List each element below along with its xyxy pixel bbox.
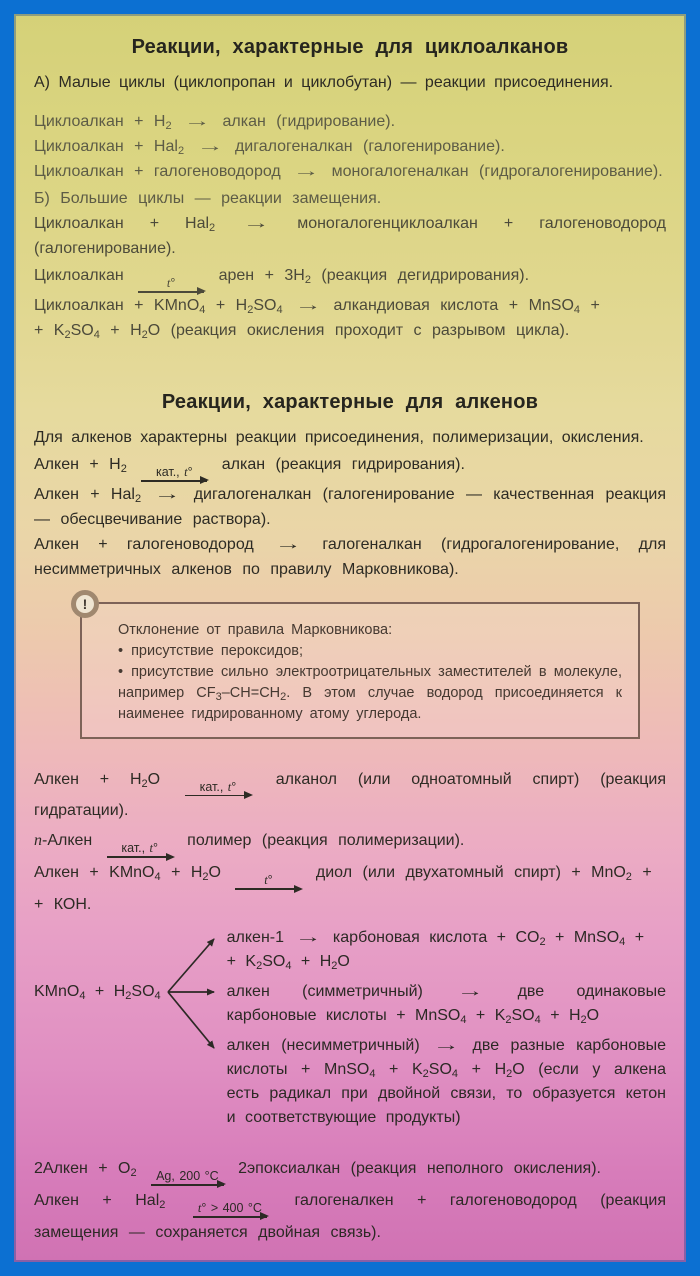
reaction-line: Алкен + Hal$_2$ t° > 400 °C галогеналкен + галогеноводород (реакция замещения — сохраняется двойная связь). (34, 1191, 667, 1241)
note-bullet-item: • присутствие пероксидов; (118, 641, 622, 662)
cycloalkanes-section (34, 34, 666, 343)
arrow-icon: → (292, 163, 320, 180)
alkenes-intro: Для алкенов характерны реакции присоединения, полимеризации, окисления. (34, 428, 644, 446)
arrow-icon: → (242, 215, 270, 232)
labeled-arrow: Ag, 200 °C (151, 1169, 224, 1186)
arrow-icon: → (153, 485, 181, 503)
reaction-line: Алкен + Hal$_2$ → дигалогеналкан (галогенирование — качественная реакция — обесцвечивание раствора). (34, 482, 666, 532)
kmno4-branch-diagram (34, 926, 666, 1142)
branch-arrows-icon (165, 926, 223, 1142)
arrow-icon: → (195, 138, 224, 155)
labeled-arrow: t° (138, 276, 204, 293)
reaction-line: Алкен + $H_2O$ кат., t° алканол (или одноатомный спирт) (реакция гидратации). (34, 770, 666, 820)
arrow-icon: → (432, 1036, 460, 1054)
reaction-line: Циклоалкан + $H_2$ → алкан (гидрирование). (34, 109, 666, 134)
labeled-arrow: кат., t° (185, 780, 251, 797)
note-bullet-item: • присутствие сильно электроотрицательных заместителей в молекуле, например $CF_3-CH=CH_2$. В этом случае водород присоединяется к наименее гидрированному атому углерода. (118, 662, 622, 725)
small-cycles-reactions (34, 109, 666, 184)
reaction-line: Циклоалкан + Hal$_2$ → моногалогенциклоалкан + галогеноводород (галогенирование). (34, 211, 666, 261)
branch-case-asymmetric: алкен (несимметричный) → две разные карбоновые кислоты + MnSO$_4$ + $K_2SO_4 + H_2O$ (если у алкена есть радикал при двойной связи, то образуется кетон и соответствующие продукты) (227, 1034, 666, 1130)
labeled-arrow: кат., t° (141, 465, 207, 482)
alkenes-reactions-1 (34, 450, 666, 582)
branch-reagents: KMnO$_4$ + $H_2SO_4$ (34, 982, 161, 1002)
labeled-arrow: t° > 400 °C (193, 1201, 267, 1218)
branch-case-symmetric: алкен (симметричный) → две одинаковые карбоновые кислоты + MnSO$_4$ + $K_2SO_4 + H_2O$ (227, 980, 666, 1028)
reaction-line: n-Алкен кат., t° полимер (реакция полимеризации). (34, 826, 666, 858)
branch-case-alkene-1: алкен-1 → карбоновая кислота + $CO_2$ + MnSO$_4$ + + $K_2SO_4 + H_2O$ (227, 926, 666, 974)
alkenes-reactions-2 (34, 765, 666, 920)
reaction-line: Алкен + $H_2$ кат., t° алкан (реакция гидрирования). (34, 450, 666, 482)
arrow-icon: → (456, 982, 484, 1000)
markovnikov-note-box (80, 595, 640, 739)
alkenes-reactions-3 (34, 1154, 666, 1248)
alkenes-title: Реакции, характерные для алкенов (161, 390, 539, 413)
exclamation-icon: ! (71, 590, 99, 618)
labeled-arrow: t° (235, 873, 301, 890)
reaction-line: 2Алкен + $O_2$ Ag, 200 °C 2эпоксиалкан (реакция неполного окисления). (34, 1154, 666, 1186)
reaction-line: Алкен + KMnO$_4$ + $H_2O$ t° диол (или двухатомный спирт) + MnO$_2$ + + КОН. (34, 864, 652, 913)
cycloalkanes-title: Реакции, характерные для циклоалканов (131, 36, 569, 58)
arrow-icon: → (183, 113, 211, 130)
reaction-line: Алкен + галогеноводород → галогеналкан (гидрогалогенирование, для несимметричных алкенов по правилу Марковникова). (34, 532, 666, 582)
note-title: Отклонение от правила Марковникова: (118, 621, 393, 638)
arrow-icon: → (294, 296, 322, 314)
labeled-arrow: кат., t° (107, 841, 173, 858)
reaction-line: Циклоалкан t° арен + $3H_2$ (реакция дегидрирования). (34, 261, 666, 293)
branch-cases (227, 926, 666, 1136)
reaction-line: Циклоалкан + галогеноводород → моногалогеналкан (гидрогалогенирование). (34, 159, 666, 184)
arrow-icon: → (274, 535, 302, 553)
big-cycles-reactions (34, 186, 666, 343)
alkenes-section (34, 389, 666, 1248)
arrow-icon: → (294, 928, 323, 946)
reaction-line: Циклоалкан + KMnO$_4$ + $H_2SO_4$ → алкандиовая кислота + MnSO$_4$ + + $K_2SO_4 + H_2O$ (реакция окисления проходит с разрывом цикла). (34, 293, 666, 343)
reaction-line: Циклоалкан + Hal$_2$ → дигалогеналкан (галогенирование). (34, 134, 666, 159)
small-cycles-paragraph: А) Малые циклы (циклопропан и циклобутан) — реакции присоединения. (34, 74, 614, 91)
big-cycles-paragraph: Б) Большие циклы — реакции замещения. (34, 190, 382, 207)
